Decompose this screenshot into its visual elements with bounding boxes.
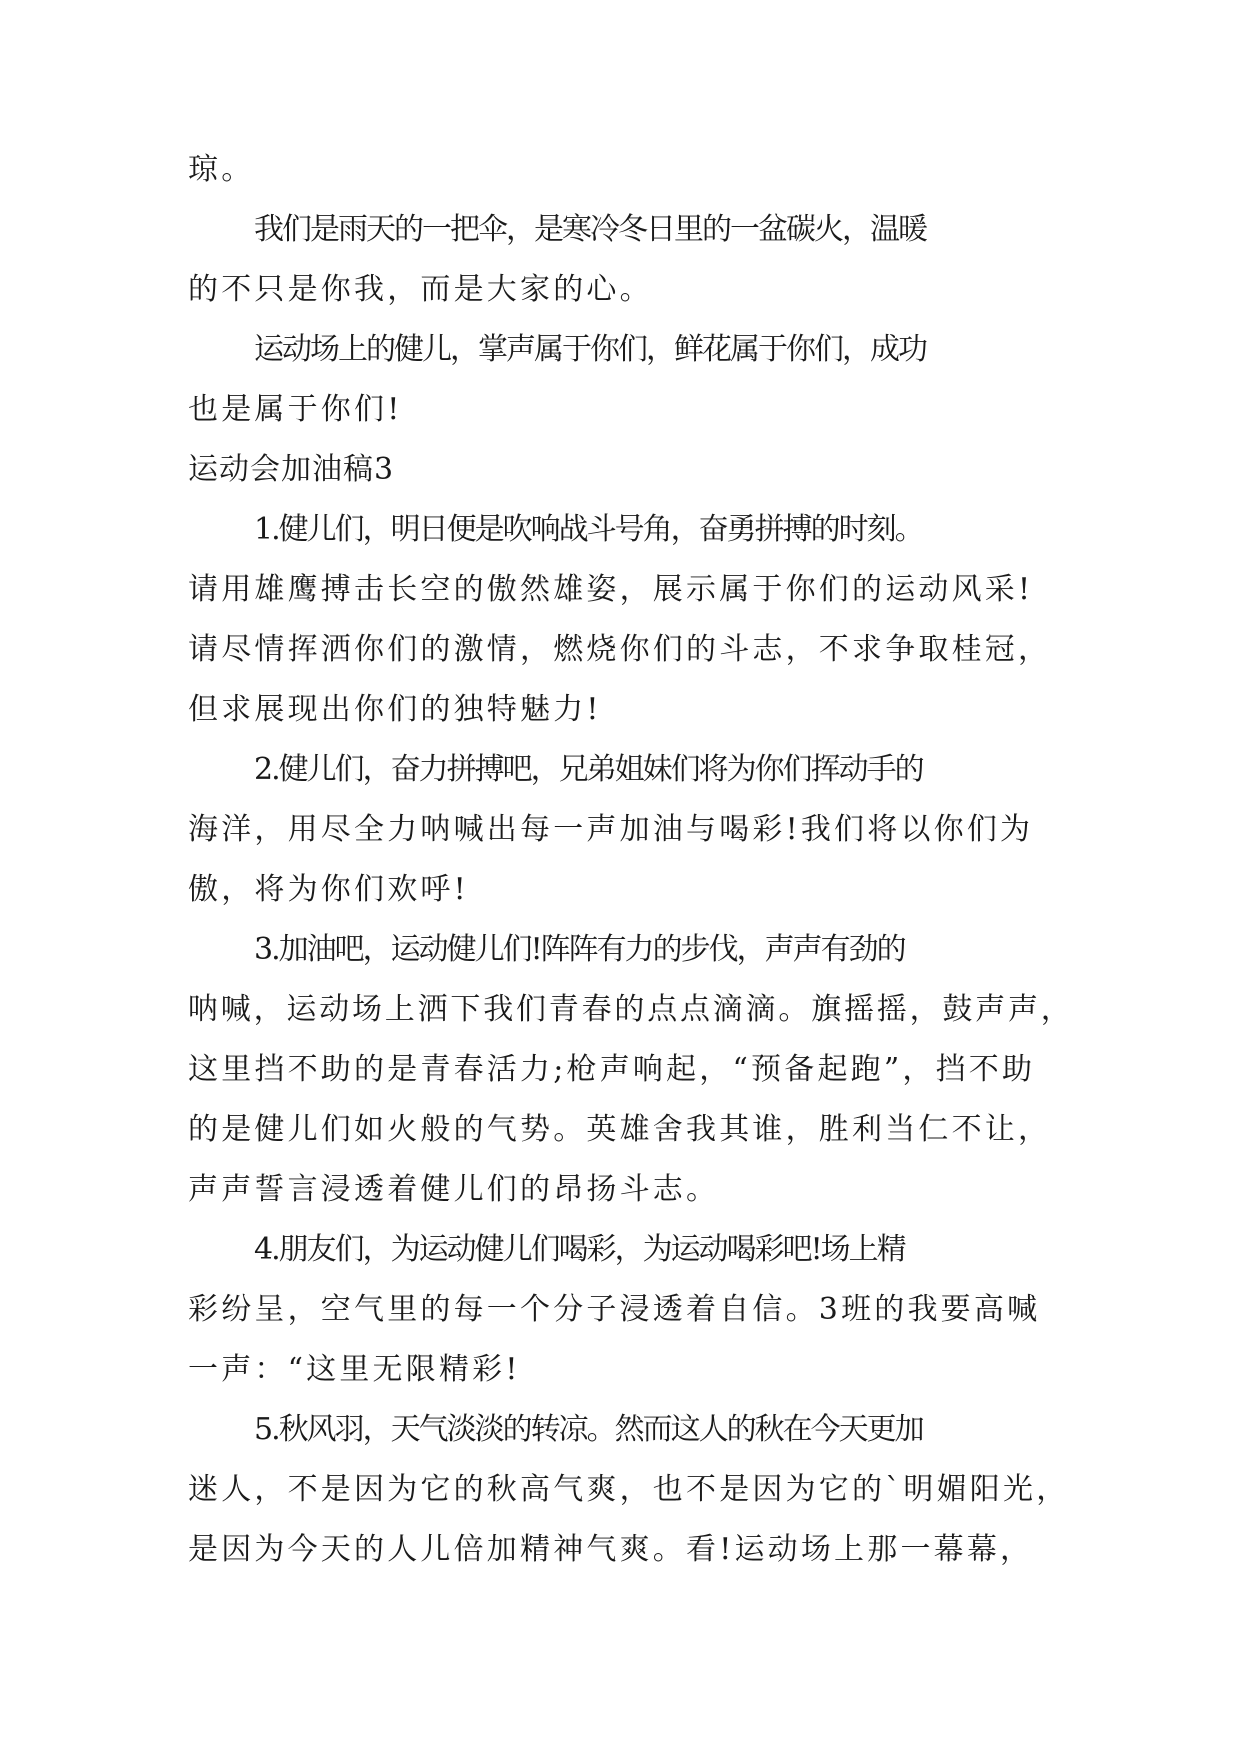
text-line: 一声：“这里无限精彩! [188,1352,521,1387]
text-line: 的不只是你我，而是大家的心。 [188,272,653,307]
text-line: 请尽情挥洒你们的激情，燃烧你们的斗志，不求争取桂冠， [188,632,1052,667]
text-line: 这里挡不助的是青春活力;枪声响起，“预备起跑”，挡不助 [188,1052,1036,1087]
text-line: 傲，将为你们欢呼! [188,872,469,907]
text-line: 但求展现出你们的独特魅力! [188,692,602,727]
text-line: 迷人，不是因为它的秋高气爽，也不是因为它的`明媚阳光， [188,1472,1070,1507]
paragraph-line: 运动场上的健儿，掌声属于你们，鲜花属于你们，成功 [254,332,926,367]
paragraph-line: 2.健儿们，奋力拼搏吧，兄弟姐妹们将为你们挥动手的 [254,752,923,787]
paragraph-line: 3.加油吧，运动健儿们!阵阵有力的步伐，声声有劲的 [254,932,905,967]
text-line: 也是属于你们! [188,392,403,427]
text-line: 海洋，用尽全力呐喊出每一声加油与喝彩!我们将以你们为 [188,812,1034,847]
text-line: 彩纷呈，空气里的每一个分子浸透着自信。3班的我要高喊 [188,1292,1041,1327]
paragraph-line: 4.朋友们，为运动健儿们喝彩，为运动喝彩吧!场上精 [254,1232,905,1267]
text-line: 呐喊，运动场上洒下我们青春的点点滴滴。旗摇摇，鼓声声， [188,992,1074,1027]
text-line: 请用雄鹰搏击长空的傲然雄姿，展示属于你们的运动风采! [188,572,1034,607]
text-line: 是因为今天的人儿倍加精神气爽。看!运动场上那一幕幕， [188,1532,1034,1567]
paragraph-line: 1.健儿们，明日便是吹响战斗号角，奋勇拼搏的时刻。 [254,512,923,547]
text-line: 琼。 [188,152,255,187]
section-heading: 运动会加油稿3 [188,452,395,487]
paragraph-line: 5.秋风羽，天气淡淡的转凉。然而这人的秋在今天更加 [254,1412,923,1447]
text-line: 的是健儿们如火般的气势。英雄舍我其谁，胜利当仁不让， [188,1112,1052,1147]
text-line: 声声誓言浸透着健儿们的昂扬斗志。 [188,1172,720,1207]
paragraph-line: 我们是雨天的一把伞，是寒冷冬日里的一盆碳火，温暖 [254,212,926,247]
